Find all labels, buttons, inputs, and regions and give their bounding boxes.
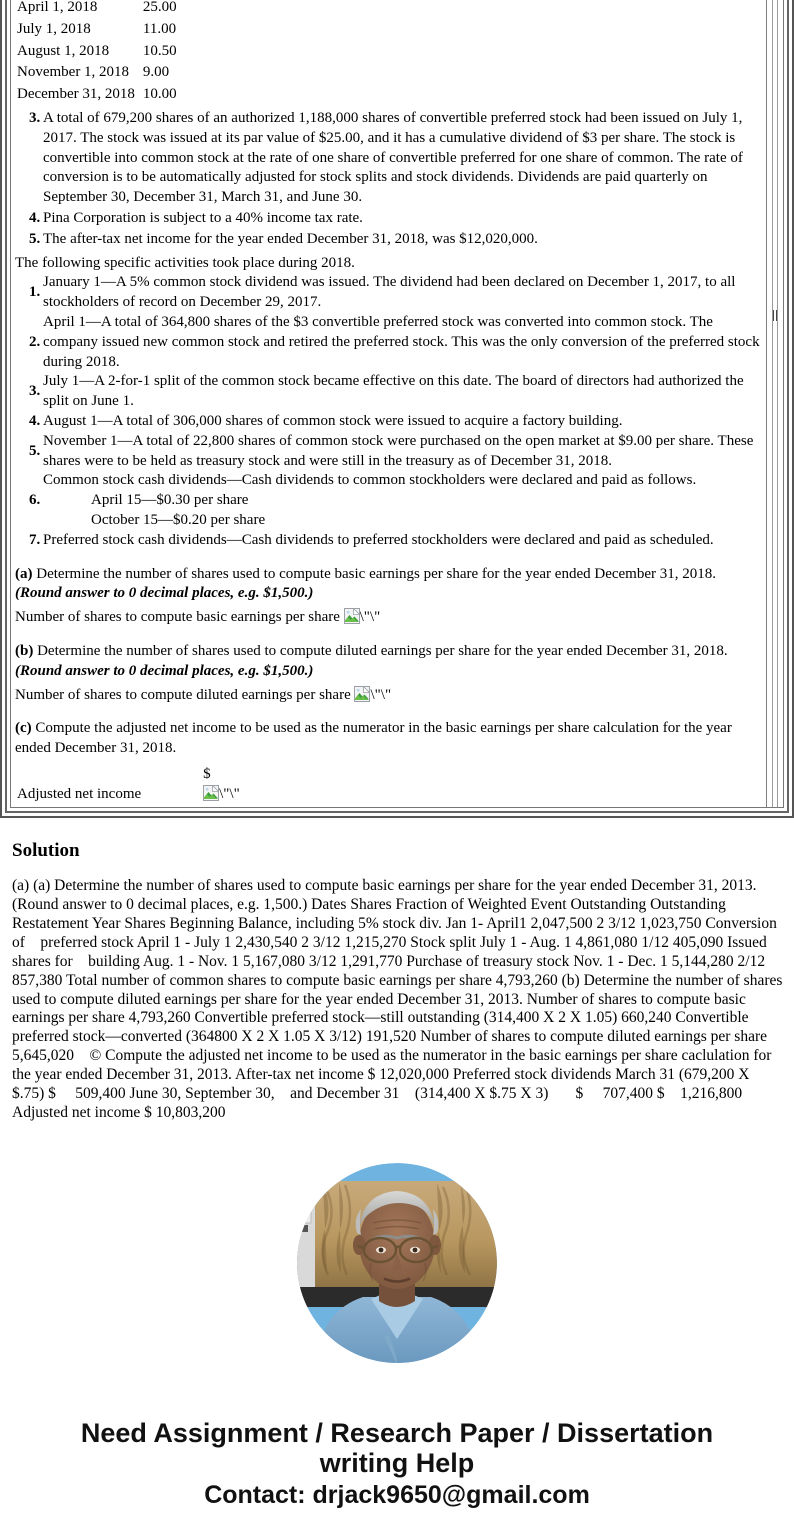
activities-intro: The following specific activities took place during 2018. [15,254,355,271]
price-value: 25.00 [142,0,177,15]
list-marker: 6. [29,492,41,509]
list-marker: 7. [29,531,41,548]
solution-body: (a) (a) Determine the number of shares used to compute basic earnings per share for the year ended December 31, 2013. (Round answer to 0 decimal places, e.g. 1,500.) Dates Shares Fraction of Weighted Event Outstanding Outstanding Restatement Year Shares Beginning Balance, including 5% stock div. Jan 1- April1 2,047,500 2 3/12 1,023,750 Conversion of preferred stock April 1 - July 1 2,430,540 2 3/12 1,215,270 Stock split July 1 - Aug. 1 4,861,080 1/12 405,090 Issued shares for building Aug. 1 - Nov. 1 5,167,080 3/12 1,291,770 Purchase of treasury stock Nov. 1 - Dec. 1 5,144,280 2/12 857,380 Total number of common shares to compute basic earnings per share 4,793,260 (b) Determine the number of shares used to compute diluted earnings per share for the year ended December 31, 2013. Number of shares to compute basic earnings per share 4,793,260 Convertible preferred stock—still outstanding (314,400 X 2 X 1.05) 660,240 Convertible preferred stock—converted (364800 X 2 X 1.05 X 3/12) 191,520 Number of shares to compute diluted earnings per share 5,645,020 © Compute the adjusted net income to be used as the numerator in the basic earnings per share caclulation for the year ended December 31, 2013. After-tax net income $ 12,020,000 Preferred stock dividends March 31 (679,200 X $.75) $ 509,400 June 30, September 30, and December 31 (314,400 X $.75 X 3) $ 707,400 $ 1,216,800 Adjusted net income $ 10,803,200 [12,877,787,1121]
broken-image-alt-text: \"\" [370,686,392,703]
requirement-c [15,719,762,807]
requirement-b-prompt [15,642,762,682]
dividend-subline: April 15—$0.30 per share [91,492,249,509]
avatar [297,1163,497,1363]
fact-text: Pina Corporation is subject to a 40% income tax rate. [43,209,363,226]
activity-text: July 1—A 2-for-1 split of the common stock became effective on this date. The board of directors had authorized the split on June 1. [43,373,744,410]
requirement-b-label: (b) [15,642,34,659]
table-row [17,41,177,63]
list-marker: 3. [29,109,41,126]
activity-text: April 1—A total of 364,800 shares of the $3 convertible preferred stock was converted into common stock. The company issued new common stock and retired the preferred stock. This was the only conversion of the preferred stock during 2018. [43,313,760,370]
list-item [15,313,762,372]
promo-line-2: writing Help [319,1447,475,1478]
list-item [15,209,762,229]
promo-footer [0,1418,794,1510]
requirement-c-text: Compute the adjusted net income to be used as the numerator in the basic earnings per share calculation for the year ended December 31, 2018. [15,720,732,757]
list-marker: 3. [29,383,41,400]
table-row [15,765,242,785]
requirement-c-answer-cell [143,785,242,805]
facts-list [15,109,762,250]
activities-list [15,273,762,550]
dollar-symbol: $ [203,765,211,782]
list-item [15,230,762,250]
list-item [15,372,762,412]
requirement-a-text: Determine the number of shares used to compute basic earnings per share for the year ended December 31, 2018. [36,565,716,582]
price-date: August 1, 2018 [17,42,110,59]
activity-text: November 1—A total of 22,800 shares of common stock were purchased on the open market at $9.00 per share. These shares were to be held as treasury stock and were still in the treasury as of December 31, 2018. [43,432,754,469]
activity-text: August 1—A total of 306,000 shares of common stock were issued to acquire a factory building. [43,412,623,429]
requirement-b-answer-row [15,686,762,706]
dividend-subline: October 15—$0.20 per share [91,511,266,528]
activity-text: Preferred stock cash dividends—Cash dividends to preferred stockholders were declared and paid as scheduled. [43,531,714,548]
broken-image-icon [344,608,360,624]
list-marker: 4. [29,412,41,429]
table-row [17,19,177,41]
promo-contact-line: Contact: drjack9650@gmail.com [204,1481,590,1510]
table-row [17,62,177,84]
requirement-b-text: Determine the number of shares used to compute diluted earnings per share for the year ended December 31, 2018. [37,642,728,659]
spacer-cell [15,765,143,785]
activity-text: January 1—A 5% common stock dividend was issued. The dividend had been declared on December 1, 2017, to all stockholders of record on December 29, 2017. [43,274,736,311]
list-marker: 5. [29,230,41,247]
solution-section [0,838,794,1123]
promo-line-1: Need Assignment / Research Paper / Dissertation [80,1417,714,1448]
list-item [15,273,762,313]
price-date: November 1, 2018 [17,64,130,81]
price-date: July 1, 2018 [17,20,91,37]
requirement-a-answer-label: Number of shares to compute basic earnings per share [15,609,340,626]
requirement-a-label: (a) [15,565,33,582]
activity-text: Common stock cash dividends—Cash dividends to common stockholders were declared and paid as follows. [43,472,697,489]
list-marker: 2. [29,333,41,350]
question-frame-scrollbar[interactable] [766,0,783,807]
broken-image-icon [354,686,370,702]
price-value: 11.00 [142,20,177,37]
requirement-b-hint: (Round answer to 0 decimal places, e.g. $1,500.) [15,662,314,679]
price-table-body [17,0,177,106]
requirement-c-answer-label: Adjusted net income [17,785,142,802]
broken-image-alt-text: \"\" [219,785,240,802]
adjusted-net-income-table [15,765,242,805]
list-item [15,109,762,208]
requirement-a-prompt [15,565,762,605]
portrait-container [0,1163,794,1370]
list-marker: 5. [29,442,41,459]
requirement-a-answer-row [15,608,762,628]
requirement-b-answer-label: Number of shares to compute diluted earnings per share [15,686,351,703]
price-date: December 31, 2018 [17,86,135,103]
price-value: 9.00 [142,64,170,81]
fact-text: The stock is convertible into common stock at the rate of one share of convertible preferred for one share of common. The rate of conversion is to be automatically adjusted for stock splits and stock dividends. Dividends are paid quarterly on September 30, December 31, March 31, and June 30. [43,129,743,206]
requirement-c-label: (c) [15,720,32,737]
list-item [15,471,762,530]
list-marker: 1. [29,284,41,301]
price-value: 10.00 [142,86,177,103]
price-value: 10.50 [142,42,177,59]
question-iframe-inner-border [10,0,784,808]
requirement-b [15,642,762,705]
broken-image-alt-text: \"\" [359,609,381,626]
adjusted-net-income-body [15,765,242,805]
broken-image-icon [203,785,219,801]
stock-price-table [17,0,177,106]
requirement-c-prompt [15,719,762,759]
table-row [17,0,177,19]
requirement-a-hint: (Round answer to 0 decimal places, e.g. $1,500.) [15,585,314,602]
price-date: April 1, 2018 [17,0,98,15]
table-row [15,785,242,805]
question-content [11,0,766,807]
fact-intro-paragraph: A total of 679,200 shares of an authorized 1,188,000 shares of convertible preferred stock had been issued on July 1, 2017. The stock was issued at its par value of $25.00, and it has a cumulative dividend of $3 per share. [43,109,743,146]
requirement-a [15,565,762,628]
question-iframe-middle-border [5,0,789,813]
table-row [17,84,177,106]
scrollbar-thumb[interactable] [773,310,777,321]
fact-text: The after-tax net income for the year ended December 31, 2018, was $12,020,000. [43,230,538,247]
solution-title: Solution [12,840,80,861]
list-item [15,432,762,472]
list-item [15,531,762,551]
list-marker: 4. [29,209,41,226]
list-item [15,412,762,432]
